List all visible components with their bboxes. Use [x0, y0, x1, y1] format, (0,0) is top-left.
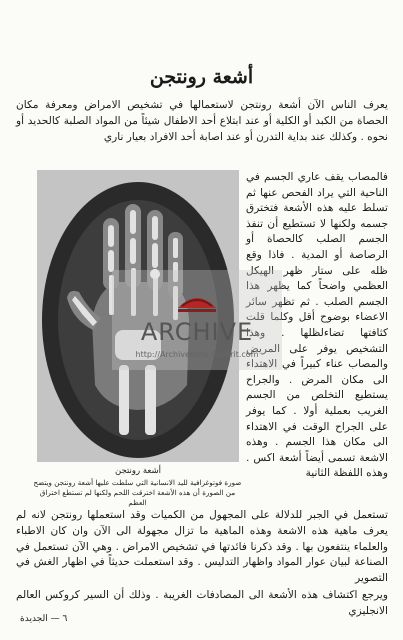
archive-watermark	[112, 270, 282, 370]
page-footer: ٦ — الجديدة	[20, 614, 68, 624]
bottom-paragraph: تستعمل في الجبر للدلالة على المجهول من الكميات وقد استعملها رونتجن لانه لم يعرف ماهية هذه الاشعة وهذه الماهية ما تزال مجهولة الى الآن وان كان الاطباء والعلماء ينتفعون بها . وقد ذكرنا فائدتها في تشخيص الامراض . وهي الآن تستعمل في الصناعة لبيان عوار المواد واظهار التدليس . وقد استعملت حديثاً في اظهار الغش في التصوير	[16, 509, 388, 585]
article-title: أشعة رونتجن	[149, 66, 254, 88]
watermark-brand: ARCHIVE	[140, 318, 254, 346]
last-line: ويرجع اكتشاف هذه الأشعة الى المصادفات الغريبة . وذلك أن السير كروكس العالم الانجليزي	[16, 589, 388, 617]
intro-paragraph: يعرف الناس الآن أشعة رونتجن لاستعمالها في تشخيص الامراض ومعرفة مكان الحصاة من الكبد أو الكلية أو عند ابتلاع أحد الاطفال شيئاً من المواد الصلبة كالحديد أو نحوه . وكذلك عند بداية التدرن أو عند اصابة أحد الافراد بعيار ناري	[16, 99, 388, 143]
figure-caption-title: أشعة رونتجن	[115, 466, 161, 476]
archive-logo-icon	[174, 278, 220, 318]
figure-caption: صورة فوتوغرافية لليد الانسانية التي سلطت عليها أشعة رونتجن ويتضح من الصورة أن هذه الأشعة اخترقت اللحم ولكنها لم تستطع اختراق العظم	[33, 478, 242, 507]
watermark-url: http://Archivebeta.Sakhrit.com	[135, 350, 259, 359]
column-paragraph: فالمصاب يقف عاري الجسم في الناحية التي يراد الفحص عنها ثم تسلط عليه هذه الأشعة فتخترق جسمه ولكنها لا تستطيع أن تنفذ الجسم الصلب كالحصاة أو الرصاصة أو المدية . فاذا وقع ظله على ستار ظهر الهيكل العظمي واضحاً كما يظهر هذا الجسم الصلب . ثم تظهر سائر الاعضاء بوضوح أقل وكلما قلت كثافتها تضاءلظلها . وهذا التشخيص يوفر على المريض والمصاب عناء كبيراً في الاهتداء الى مكان المرض . والجراح يستطيع التخلص من الجسم الغريب بعملية أولا . كما يوفر على الجراح الوقت في الاهتداء الى مكان هذا الجسم . وهذه الاشعة تسمى أيضاً أشعة اكس . وهذه اللفظة الثانية	[246, 171, 388, 480]
